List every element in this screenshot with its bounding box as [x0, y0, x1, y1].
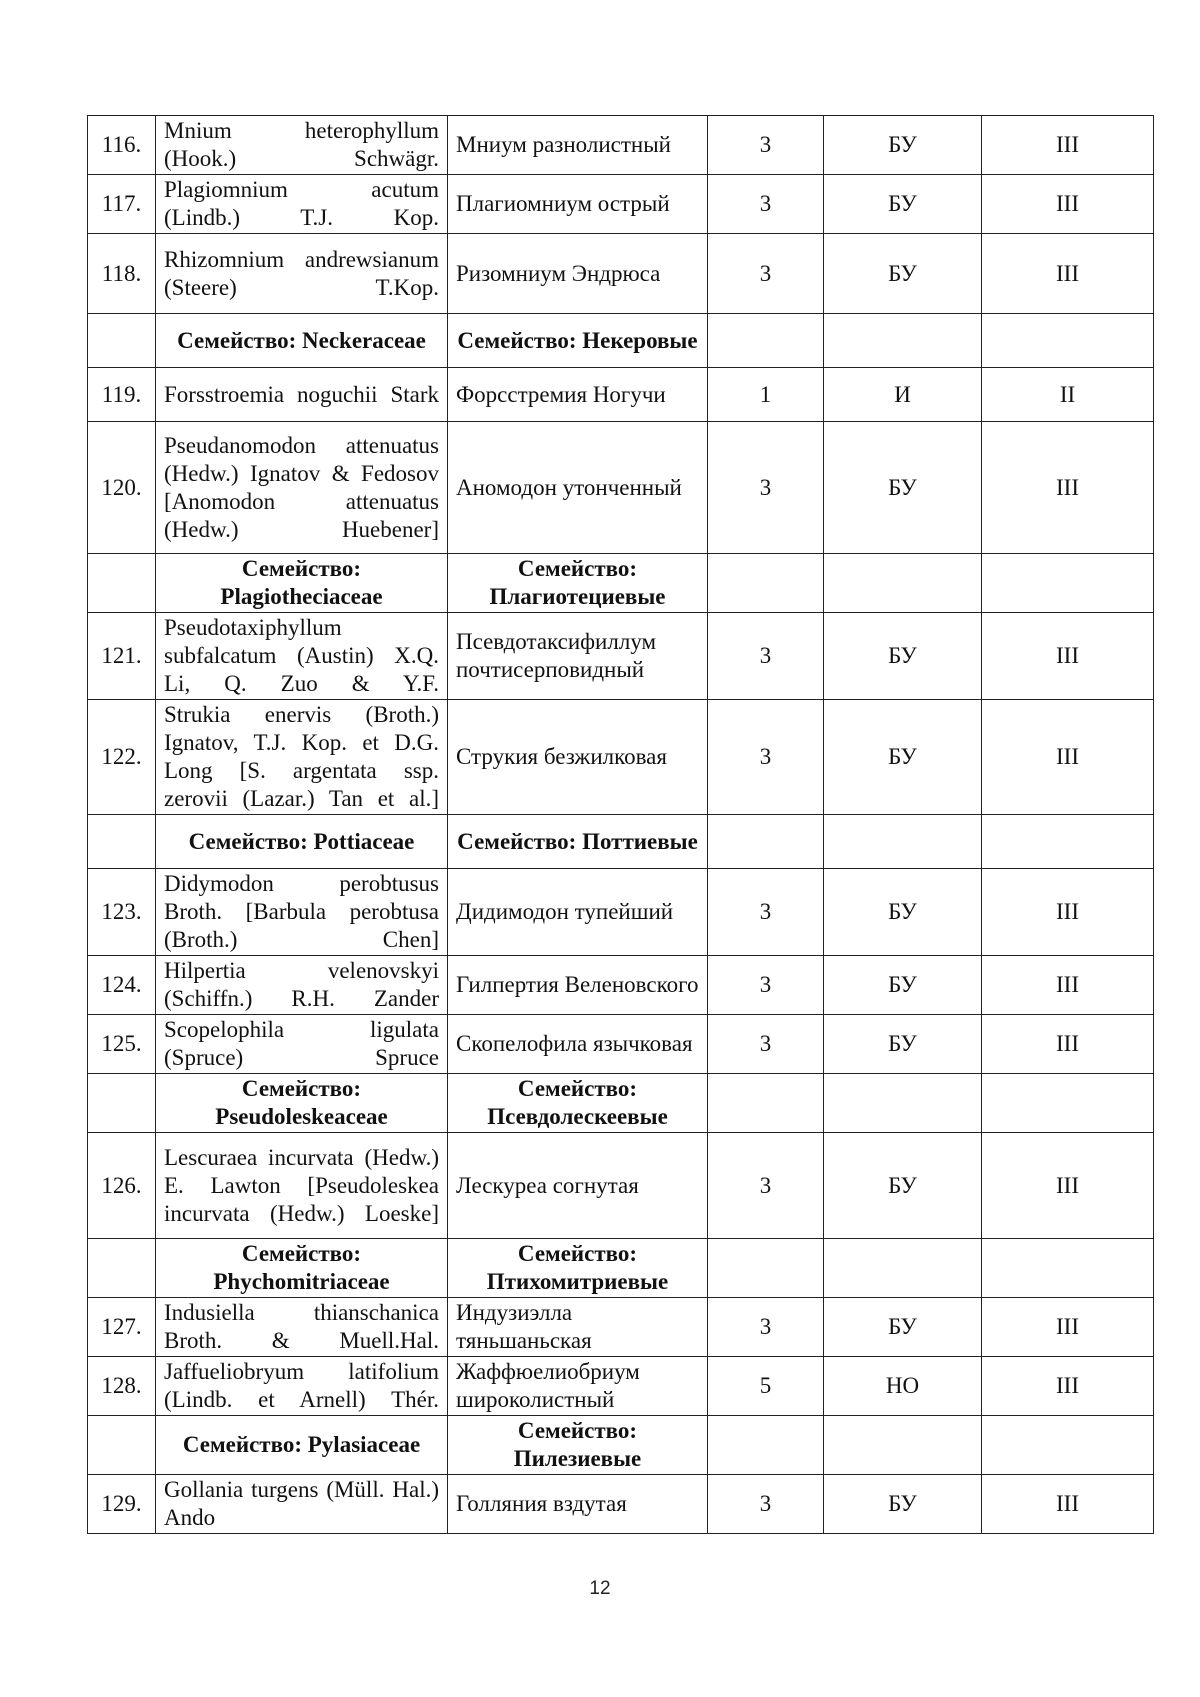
category: 3	[708, 234, 824, 314]
status: БУ	[824, 175, 982, 234]
status: БУ	[824, 1133, 982, 1239]
group: III	[982, 1015, 1154, 1074]
russian-name: Гилпертия Веленовского	[448, 956, 708, 1015]
russian-name: Лескуреа согнутая	[448, 1133, 708, 1239]
group-empty	[982, 1074, 1154, 1133]
category-empty	[708, 1074, 824, 1133]
status: БУ	[824, 1015, 982, 1074]
latin-name: Rhizomnium andrewsianum (Steere) T.Kop.	[156, 234, 448, 314]
latin-name: Jaffueliobryum latifolium (Lindb. et Arnell) Thér.	[156, 1357, 448, 1416]
row-number: 123.	[88, 869, 156, 956]
category: 3	[708, 956, 824, 1015]
row-number: 125.	[88, 1015, 156, 1074]
latin-name: Plagiomnium acutum (Lindb.) T.J. Kop.	[156, 175, 448, 234]
species-row	[88, 1475, 1154, 1534]
russian-name: Дидимодон тупейший	[448, 869, 708, 956]
category-empty	[708, 815, 824, 869]
species-row	[88, 368, 1154, 422]
latin-name: Lescuraea incurvata (Hedw.) E. Lawton [Pseudoleskea incurvata (Hedw.) Loeske]	[156, 1133, 448, 1239]
status: БУ	[824, 422, 982, 554]
status-empty	[824, 1239, 982, 1298]
family-latin-name: Семейство: Pylasiaceae	[156, 1416, 448, 1475]
status: БУ	[824, 956, 982, 1015]
category: 3	[708, 1133, 824, 1239]
latin-name: Hilpertia velenovskyi (Schiffn.) R.H. Zander	[156, 956, 448, 1015]
status: БУ	[824, 1298, 982, 1357]
russian-name: Ризомниум Эндрюса	[448, 234, 708, 314]
russian-name: Мниум разнолистный	[448, 116, 708, 175]
page-number: 12	[589, 1578, 611, 1599]
group: III	[982, 116, 1154, 175]
species-table-body	[88, 116, 1154, 1534]
category: 3	[708, 869, 824, 956]
species-row	[88, 700, 1154, 815]
russian-name: Плагиомниум острый	[448, 175, 708, 234]
group: III	[982, 869, 1154, 956]
row-number: 124.	[88, 956, 156, 1015]
category-empty	[708, 1239, 824, 1298]
latin-name: Indusiella thianschanica Broth. & Muell.Hal.	[156, 1298, 448, 1357]
row-number: 117.	[88, 175, 156, 234]
latin-name: Gollania turgens (Müll. Hal.) Ando	[156, 1475, 448, 1534]
species-row	[88, 1133, 1154, 1239]
species-row	[88, 956, 1154, 1015]
group-empty	[982, 815, 1154, 869]
group: III	[982, 956, 1154, 1015]
family-russian-name: Семейство: Поттиевые	[448, 815, 708, 869]
group-empty	[982, 314, 1154, 368]
group: III	[982, 613, 1154, 700]
species-row	[88, 234, 1154, 314]
category: 3	[708, 1298, 824, 1357]
group: III	[982, 175, 1154, 234]
group: III	[982, 1475, 1154, 1534]
row-number: 122.	[88, 700, 156, 815]
row-number-empty	[88, 1239, 156, 1298]
family-latin-name: Семейство: Phychomitriaceae	[156, 1239, 448, 1298]
row-number: 116.	[88, 116, 156, 175]
status: БУ	[824, 700, 982, 815]
status-empty	[824, 815, 982, 869]
latin-name: Forsstroemia noguchii Stark	[156, 368, 448, 422]
family-latin-name: Семейство: Pottiaceae	[156, 815, 448, 869]
category: 3	[708, 1015, 824, 1074]
species-row	[88, 869, 1154, 956]
category: 3	[708, 700, 824, 815]
russian-name: Псевдотаксифиллум почтисерповидный	[448, 613, 708, 700]
family-russian-name: Семейство: Некеровые	[448, 314, 708, 368]
status-empty	[824, 314, 982, 368]
family-latin-name: Семейство: Pseudoleskeaceae	[156, 1074, 448, 1133]
category: 3	[708, 422, 824, 554]
russian-name: Скопелофила язычковая	[448, 1015, 708, 1074]
category: 3	[708, 175, 824, 234]
family-russian-name: Семейство: Птихомитриевые	[448, 1239, 708, 1298]
family-row	[88, 1074, 1154, 1133]
category: 3	[708, 1475, 824, 1534]
status-empty	[824, 1416, 982, 1475]
species-row	[88, 422, 1154, 554]
family-row	[88, 1416, 1154, 1475]
group: II	[982, 368, 1154, 422]
family-russian-name: Семейство: Плагиотециевые	[448, 554, 708, 613]
species-row	[88, 116, 1154, 175]
family-russian-name: Семейство: Псевдолескеевые	[448, 1074, 708, 1133]
status-empty	[824, 554, 982, 613]
status: БУ	[824, 1475, 982, 1534]
group-empty	[982, 1239, 1154, 1298]
group-empty	[982, 554, 1154, 613]
row-number: 126.	[88, 1133, 156, 1239]
russian-name: Голляния вздутая	[448, 1475, 708, 1534]
group: III	[982, 422, 1154, 554]
group: III	[982, 1298, 1154, 1357]
russian-name: Форсстремия Ногучи	[448, 368, 708, 422]
latin-name: Strukia enervis (Broth.) Ignatov, T.J. Kop. et D.G. Long [S. argentata ssp. zerovii (Lazar.) Tan et al.]	[156, 700, 448, 815]
family-row	[88, 554, 1154, 613]
family-row	[88, 1239, 1154, 1298]
status: БУ	[824, 613, 982, 700]
status: БУ	[824, 234, 982, 314]
row-number-empty	[88, 815, 156, 869]
latin-name: Pseudotaxiphyllum subfalcatum (Austin) X.Q. Li, Q. Zuo & Y.F.	[156, 613, 448, 700]
category: 3	[708, 613, 824, 700]
latin-name: Didymodon perobtusus Broth. [Barbula perobtusa (Broth.) Chen]	[156, 869, 448, 956]
row-number: 120.	[88, 422, 156, 554]
row-number-empty	[88, 554, 156, 613]
status: БУ	[824, 116, 982, 175]
row-number: 121.	[88, 613, 156, 700]
latin-name: Mnium heterophyllum (Hook.) Schwägr.	[156, 116, 448, 175]
row-number-empty	[88, 1074, 156, 1133]
family-latin-name: Семейство: Neckeraceae	[156, 314, 448, 368]
category-empty	[708, 554, 824, 613]
row-number: 127.	[88, 1298, 156, 1357]
family-row	[88, 314, 1154, 368]
latin-name: Pseudanomodon attenuatus (Hedw.) Ignatov & Fedosov [Anomodon attenuatus (Hedw.) Huebener]	[156, 422, 448, 554]
status-empty	[824, 1074, 982, 1133]
group: III	[982, 1133, 1154, 1239]
species-row	[88, 1015, 1154, 1074]
category-empty	[708, 314, 824, 368]
row-number-empty	[88, 314, 156, 368]
row-number: 128.	[88, 1357, 156, 1416]
category-empty	[708, 1416, 824, 1475]
family-latin-name: Семейство: Plagiotheciaceae	[156, 554, 448, 613]
russian-name: Жаффюелиобриум широколистный	[448, 1357, 708, 1416]
species-table	[87, 115, 1154, 1534]
species-row	[88, 1357, 1154, 1416]
latin-name: Scopelophila ligulata (Spruce) Spruce	[156, 1015, 448, 1074]
family-row	[88, 815, 1154, 869]
group: III	[982, 700, 1154, 815]
species-row	[88, 613, 1154, 700]
status: И	[824, 368, 982, 422]
species-row	[88, 1298, 1154, 1357]
russian-name: Аномодон утонченный	[448, 422, 708, 554]
status: БУ	[824, 869, 982, 956]
row-number: 129.	[88, 1475, 156, 1534]
family-russian-name: Семейство: Пилезиевые	[448, 1416, 708, 1475]
group: III	[982, 1357, 1154, 1416]
category: 5	[708, 1357, 824, 1416]
species-row	[88, 175, 1154, 234]
status: НО	[824, 1357, 982, 1416]
category: 1	[708, 368, 824, 422]
category: 3	[708, 116, 824, 175]
russian-name: Струкия безжилковая	[448, 700, 708, 815]
russian-name: Индузиэлла тяньшаньская	[448, 1298, 708, 1357]
group: III	[982, 234, 1154, 314]
row-number: 119.	[88, 368, 156, 422]
group-empty	[982, 1416, 1154, 1475]
row-number-empty	[88, 1416, 156, 1475]
row-number: 118.	[88, 234, 156, 314]
